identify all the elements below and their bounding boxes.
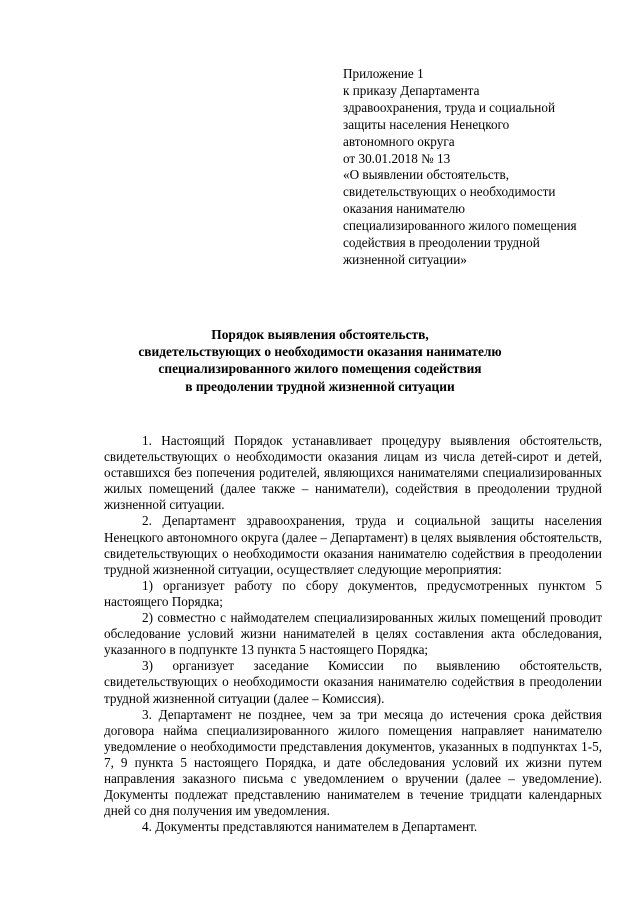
appendix-line: жизненной ситуации» [343,251,467,267]
appendix-note [343,66,613,269]
appendix-line: свидетельствующих о необходимости [343,184,556,200]
subitem-3: 3) организует заседание Комиссии по выявлению обстоятельств, свидетельствующих о необходимости оказания нанимателю содействия в преодолении трудной жизненной ситуации (далее – Комиссия). [104,658,602,706]
appendix-line: Приложение 1 [343,66,424,81]
document-title [80,326,560,395]
title-line: Порядок выявления обстоятельств, [211,327,429,342]
appendix-line: защиты населения Ненецкого [343,116,510,132]
paragraph-4: 4. Документы представляются нанимателем в Департамент. [142,819,478,835]
appendix-line: содействия в преодолении трудной [343,235,540,251]
appendix-line: от 30.01.2018 № 13 [343,150,451,166]
paragraph-3: 3. Департамент не позднее, чем за три месяца до истечения срока действия договора найма специализированного жилого помещения направляет нанимателю уведомление о необходимости представления документов, указанных в подпунктах 1-5, 7, 9 пункта 5 настоящего Порядка, и дате обследования условий их жизни путем направления заказного письма с уведомлением о вручении (далее – уведомление). Документы подлежат представлению нанимателем в течение тридцати календарных дней со дня получения им уведомления. [104,706,602,819]
paragraph-2: 2. Департамент здравоохранения, труда и социальной защиты населения Ненецкого автономного округа (далее – Департамент) в целях выявления обстоятельств, свидетельствующих о необходимости оказания нанимателю содействия в преодолении трудной жизненной ситуации, осуществляет следующие мероприятия: [104,513,602,577]
title-line: специализированного жилого помещения содействия [158,361,482,377]
appendix-line: здравоохранения, труда и социальной [343,99,556,115]
subitem-1: 1) организует работу по сбору документов, предусмотренных пунктом 5 настоящего Порядка; [104,577,602,609]
title-line: в преодолении трудной жизненной ситуации [185,378,455,394]
appendix-line: «О выявлении обстоятельств, [343,167,510,183]
document-body [104,433,602,835]
paragraph-1: 1. Настоящий Порядок устанавливает процедуру выявления обстоятельств, свидетельствующих о необходимости оказания лицам из числа детей-сирот и детей, оставшихся без попечения родителей, являющихся нанимателями специализированных жилых помещений (далее также – наниматели), содействия в преодолении трудной жизненной ситуации. [104,433,602,513]
appendix-line: автономного округа [343,133,455,149]
appendix-line: оказания нанимателю [343,201,466,217]
appendix-line: специализированного жилого помещения [343,218,577,234]
appendix-line: к приказу Департамента [343,82,480,98]
title-line: свидетельствующих о необходимости оказания нанимателю [138,344,502,360]
subitem-2: 2) совместно с наймодателем специализированных жилых помещений проводит обследование условий жизни нанимателей в целях составления акта обследования, указанного в подпункте 13 пункта 5 настоящего Порядка; [104,610,602,658]
